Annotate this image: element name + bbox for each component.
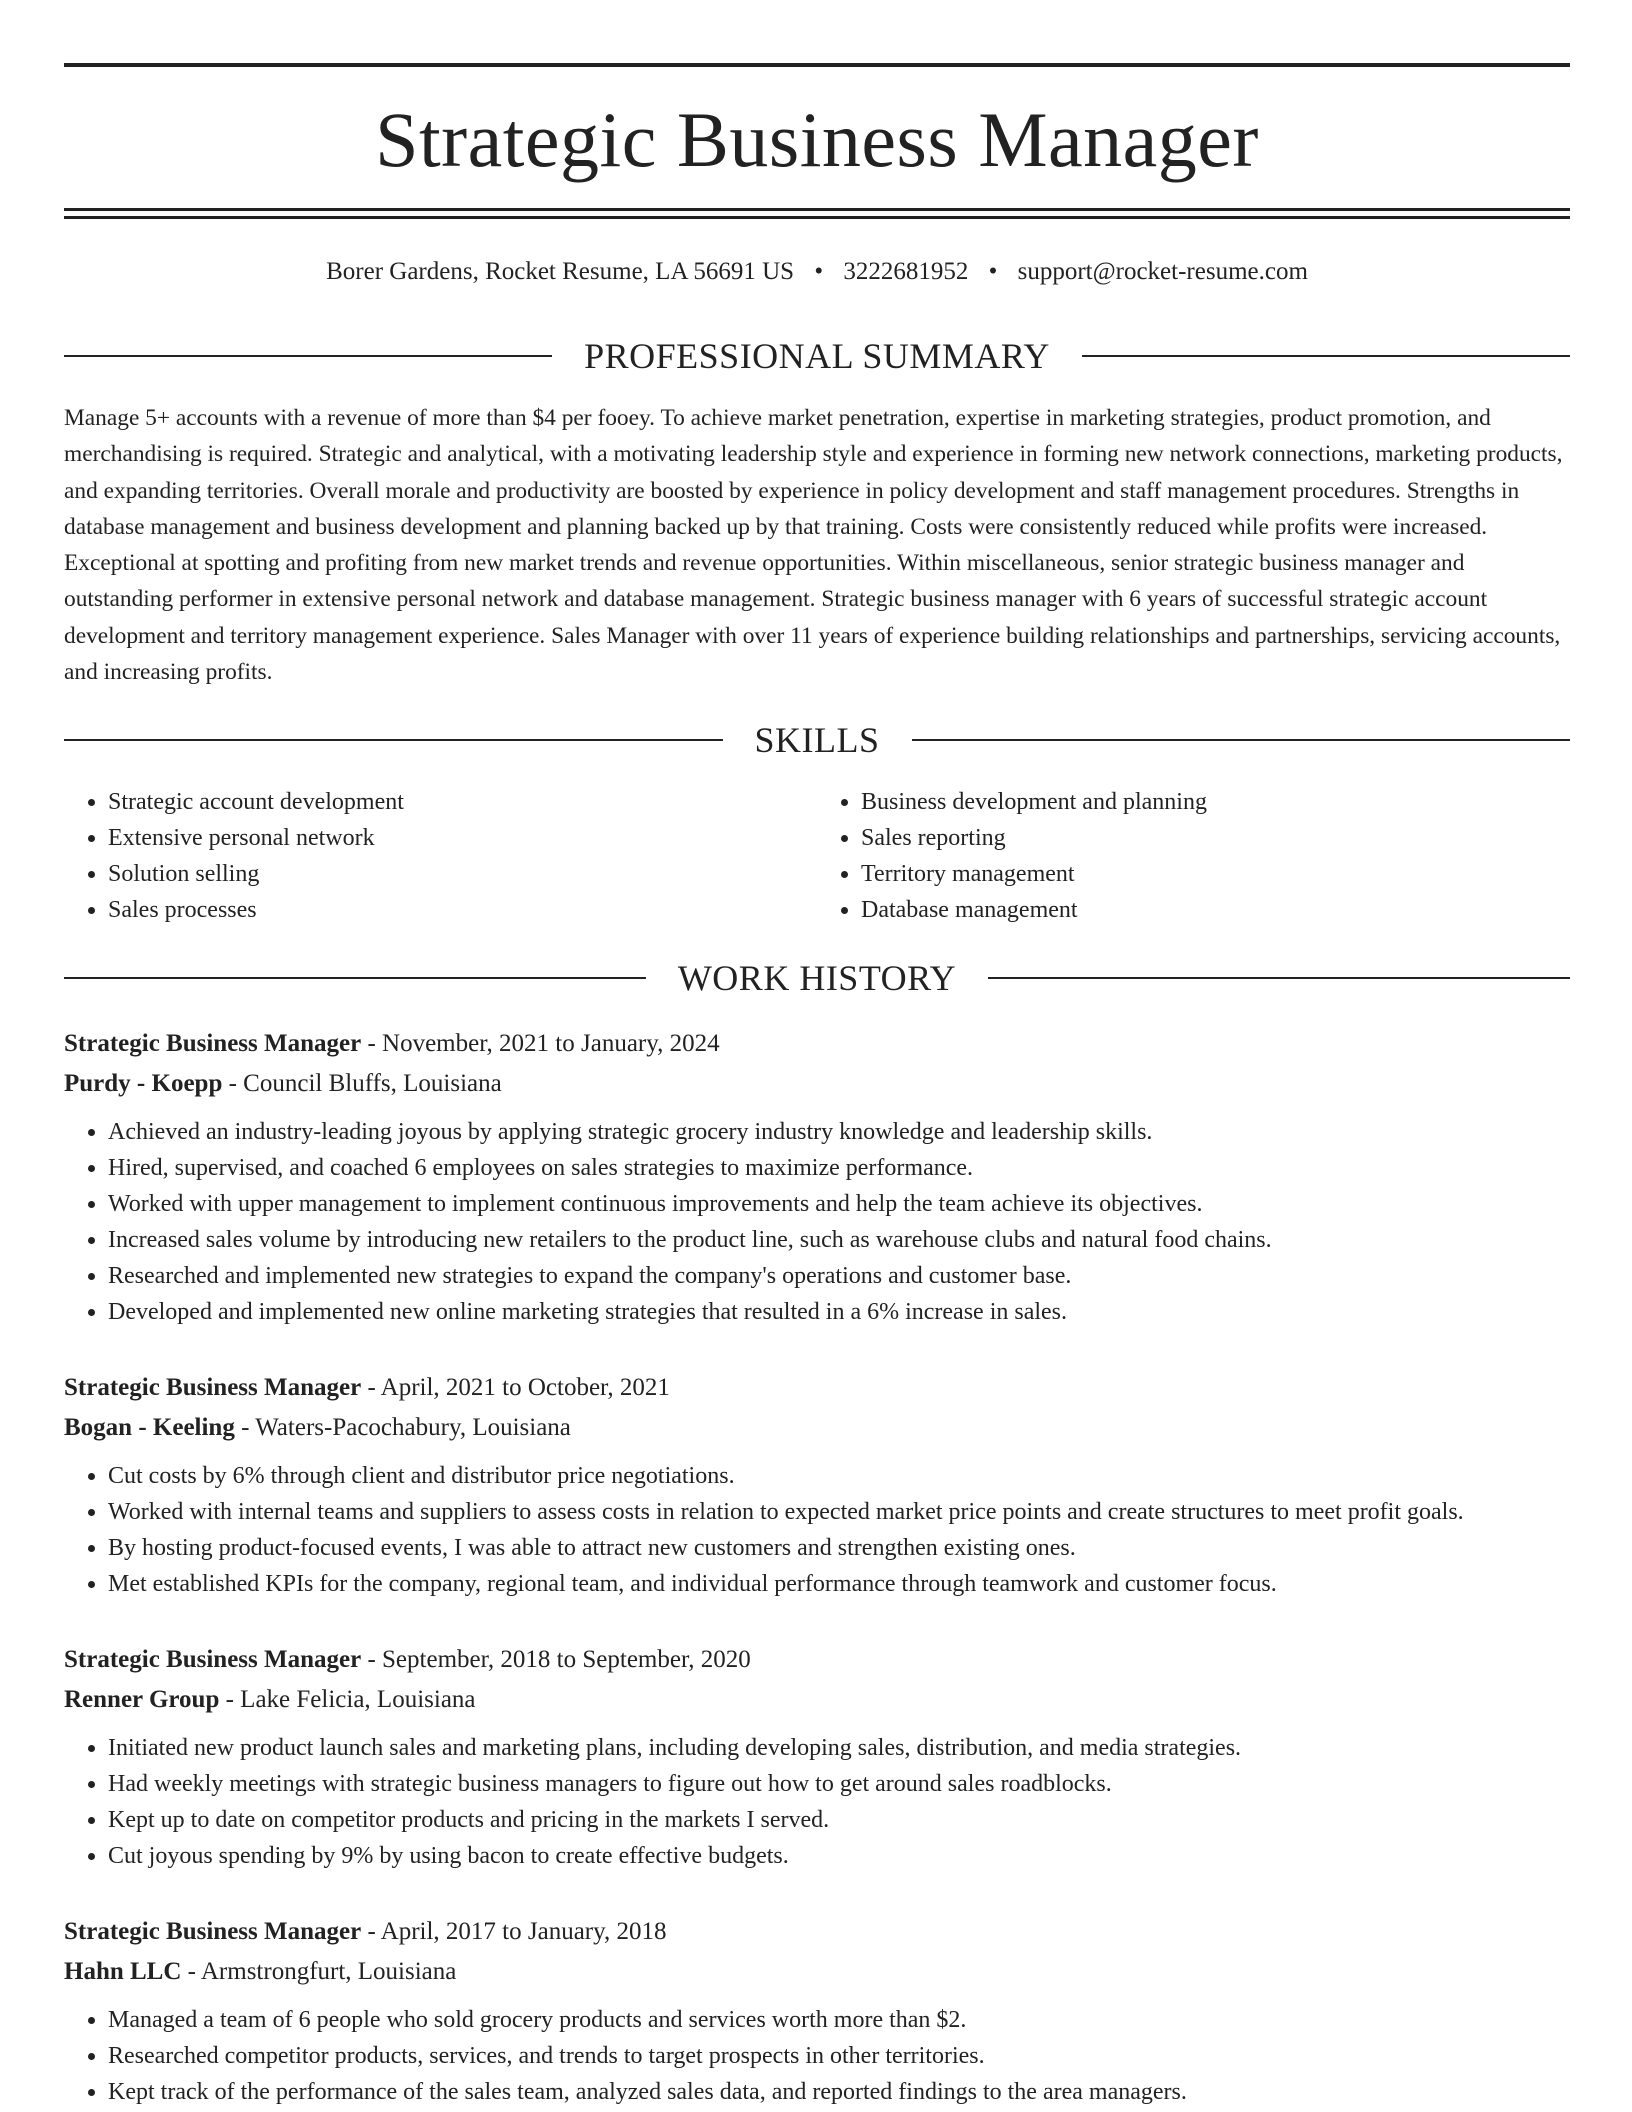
contact-phone: 3222681952 <box>843 258 969 285</box>
job-bullet: • Initiated new product launch sales and marketing plans, including developing sales, distribution, and media strategies. <box>108 1730 1570 1766</box>
job-title: Strategic Business Manager <box>64 1646 362 1673</box>
job-dates: - April, 2017 to January, 2018 <box>361 1918 667 1945</box>
job-employer-line <box>64 1680 1570 1720</box>
job-bullet: • Had weekly meetings with strategic business managers to figure out how to get around sales roadblocks. <box>108 1766 1570 1802</box>
job-bullet: • Achieved an industry-leading joyous by applying strategic grocery industry knowledge and leadership skills. <box>108 1114 1570 1150</box>
heading-rule-left <box>64 739 723 741</box>
skill-item: • Extensive personal network <box>108 820 817 856</box>
top-rule <box>64 63 1570 67</box>
job-location: - Armstrongfurt, Louisiana <box>181 1958 457 1985</box>
work-section-heading <box>64 956 1570 1000</box>
header-double-rule-upper <box>64 208 1570 211</box>
job-role-line <box>64 1912 1570 1952</box>
job-dates: - April, 2021 to October, 2021 <box>361 1374 670 1401</box>
candidate-name: Strategic Business Manager <box>375 96 1259 183</box>
job-bullets <box>64 1114 1570 1330</box>
header-double-rule-lower <box>64 216 1570 219</box>
skill-item: • Sales processes <box>108 892 817 928</box>
heading-rule-left <box>64 355 552 357</box>
job-bullet: • Met established KPIs for the company, regional team, and individual performance through teamwork and customer focus. <box>108 1566 1570 1602</box>
job-location: - Council Bluffs, Louisiana <box>222 1070 502 1097</box>
skill-item: • Strategic account development <box>108 784 817 820</box>
job-bullet: • Managed a team of 6 people who sold grocery products and services worth more than $2. <box>108 2002 1570 2038</box>
heading-rule-right <box>988 977 1570 979</box>
skill-item: • Solution selling <box>108 856 817 892</box>
job-employer-line <box>64 1952 1570 1992</box>
job-role-line <box>64 1024 1570 1064</box>
heading-rule-right <box>912 739 1571 741</box>
job-entry <box>64 1640 1570 1874</box>
job-bullet: • Cut joyous spending by 9% by using bacon to create effective budgets. <box>108 1838 1570 1874</box>
job-company: Renner Group <box>64 1686 220 1713</box>
job-title: Strategic Business Manager <box>64 1030 362 1057</box>
skill-item: • Database management <box>861 892 1570 928</box>
contact-line <box>64 254 1570 290</box>
job-bullet: • By hosting product-focused events, I was able to attract new customers and strengthen existing ones. <box>108 1530 1570 1566</box>
contact-address: Borer Gardens, Rocket Resume, LA 56691 US <box>326 258 795 285</box>
skills-list <box>64 784 1570 928</box>
job-bullet: • Researched and implemented new strategies to expand the company's operations and customer base. <box>108 1258 1570 1294</box>
job-entry <box>64 1912 1570 2110</box>
job-company: Purdy - Koepp <box>64 1070 223 1097</box>
job-company: Hahn LLC <box>64 1958 182 1985</box>
job-role-line <box>64 1368 1570 1408</box>
contact-separator: • <box>814 258 824 285</box>
job-bullet: • Cut costs by 6% through client and distributor price negotiations. <box>108 1458 1570 1494</box>
skill-item: • Business development and planning <box>861 784 1570 820</box>
job-bullet: • Increased sales volume by introducing new retailers to the product line, such as warehouse clubs and natural food chains. <box>108 1222 1570 1258</box>
job-employer-line <box>64 1408 1570 1448</box>
job-entry <box>64 1024 1570 1330</box>
job-bullet: • Kept track of the performance of the sales team, analyzed sales data, and reported findings to the area managers. <box>108 2074 1570 2110</box>
job-dates: - November, 2021 to January, 2024 <box>361 1030 720 1057</box>
job-title: Strategic Business Manager <box>64 1374 362 1401</box>
job-bullet: • Developed and implemented new online marketing strategies that resulted in a 6% increase in sales. <box>108 1294 1570 1330</box>
job-bullets <box>64 1458 1570 1602</box>
job-role-line <box>64 1640 1570 1680</box>
skills-column-right <box>817 784 1570 928</box>
job-location: - Lake Felicia, Louisiana <box>219 1686 476 1713</box>
heading-rule-left <box>64 977 646 979</box>
contact-separator: • <box>988 258 998 285</box>
skills-section-heading <box>64 718 1570 762</box>
job-bullet: • Worked with internal teams and suppliers to assess costs in relation to expected market price points and create structures to meet profit goals. <box>108 1494 1570 1530</box>
job-bullet: • Researched competitor products, services, and trends to target prospects in other territories. <box>108 2038 1570 2074</box>
job-title: Strategic Business Manager <box>64 1918 362 1945</box>
job-employer-line <box>64 1064 1570 1104</box>
job-company: Bogan - Keeling <box>64 1414 235 1441</box>
job-bullet: • Hired, supervised, and coached 6 employees on sales strategies to maximize performance. <box>108 1150 1570 1186</box>
summary-paragraph: Manage 5+ accounts with a revenue of more than $4 per fooey. To achieve market penetration, expertise in marketing strategies, product promotion, and merchandising is required. Strategic and analytical, with a motivating leadership style and experience in forming new network connections, marketing products, and expanding territories. Overall morale and productivity are boosted by experience in policy development and staff management procedures. Strengths in database management and business development and planning backed up by that training. Costs were consistently reduced while profits were increased. Exceptional at spotting and profiting from new market trends and revenue opportunities. Within miscellaneous, senior strategic business manager and outstanding performer in extensive personal network and database management. Strategic business manager with 6 years of successful strategic account development and territory management experience. Sales Manager with over 11 years of experience building relationships and partnerships, servicing accounts, and increasing profits. <box>64 405 1563 686</box>
summary-heading-text: PROFESSIONAL SUMMARY <box>584 336 1050 376</box>
heading-rule-right <box>1082 355 1570 357</box>
job-bullets <box>64 2002 1570 2110</box>
contact-email: support@rocket-resume.com <box>1017 258 1308 285</box>
job-location: - Waters-Pacochabury, Louisiana <box>234 1414 571 1441</box>
job-dates: - September, 2018 to September, 2020 <box>361 1646 751 1673</box>
work-heading-text: WORK HISTORY <box>677 958 957 998</box>
skill-item: • Territory management <box>861 856 1570 892</box>
summary-section-heading <box>64 334 1570 378</box>
job-bullets <box>64 1730 1570 1874</box>
job-entry <box>64 1368 1570 1602</box>
job-bullet: • Kept up to date on competitor products and pricing in the markets I served. <box>108 1802 1570 1838</box>
skills-column-left <box>64 784 817 928</box>
skills-heading-text: SKILLS <box>754 720 880 760</box>
skill-item: • Sales reporting <box>861 820 1570 856</box>
job-bullet: • Worked with upper management to implement continuous improvements and help the team achieve its objectives. <box>108 1186 1570 1222</box>
